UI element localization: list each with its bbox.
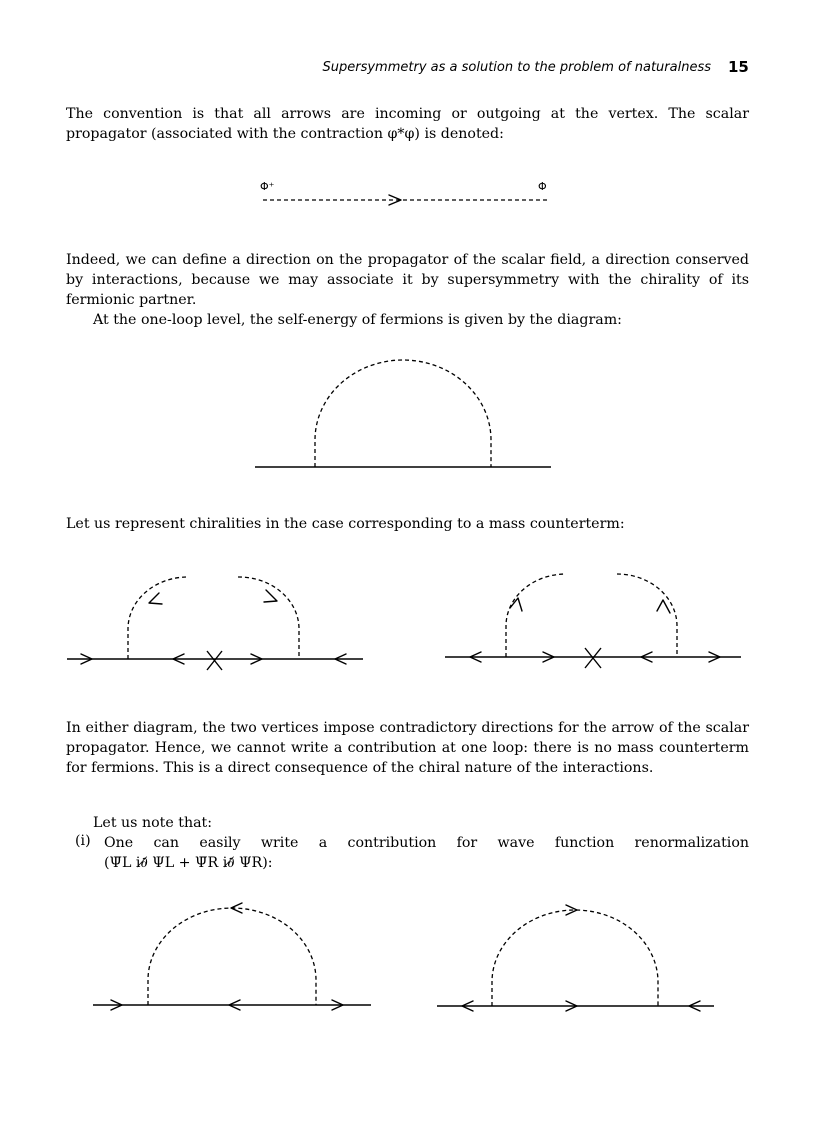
paragraph-direction: Indeed, we can define a direction on the propagator of the scalar field, a direction conserved by interactions, because we may associate it by supersymmetry with the chirality of its fermionic partner. — [66, 252, 749, 308]
running-header-title: Supersymmetry as a solution to the problem of naturalness — [322, 60, 711, 75]
list-item-text: One can easily write a contribution for wave function renormalization — [104, 835, 749, 851]
propagator-label-phi: Φ — [538, 180, 547, 193]
paragraph-note: Let us note that: — [93, 815, 213, 831]
paragraph-one-loop: At the one-loop level, the self-energy of fermions is given by the diagram: — [93, 312, 622, 328]
list-item-formula: (Ψ̄L i∂̸ ΨL + Ψ̄R i∂̸ ΨR): — [104, 855, 273, 871]
paragraph-chiralities: Let us represent chiralities in the case corresponding to a mass counterterm: — [66, 516, 625, 532]
paragraph-convention: The convention is that all arrows are incoming or outgoing at the vertex. The scalar propagator (associated with the contraction φ*φ) is denoted: — [66, 106, 749, 142]
scalar-loop — [492, 910, 658, 1006]
list-item-label: (i) — [75, 833, 91, 849]
propagator-label-phi-plus: Φ⁺ — [260, 180, 275, 193]
page-number: 15 — [728, 58, 749, 76]
paragraph-contradictory: In either diagram, the two vertices impose contradictory directions for the arrow of the scalar propagator. Hence, we cannot write a contribution at one loop: there is no mass counterterm for fermions. This is a direct consequence of the chiral nature of the interactions. — [66, 720, 749, 776]
